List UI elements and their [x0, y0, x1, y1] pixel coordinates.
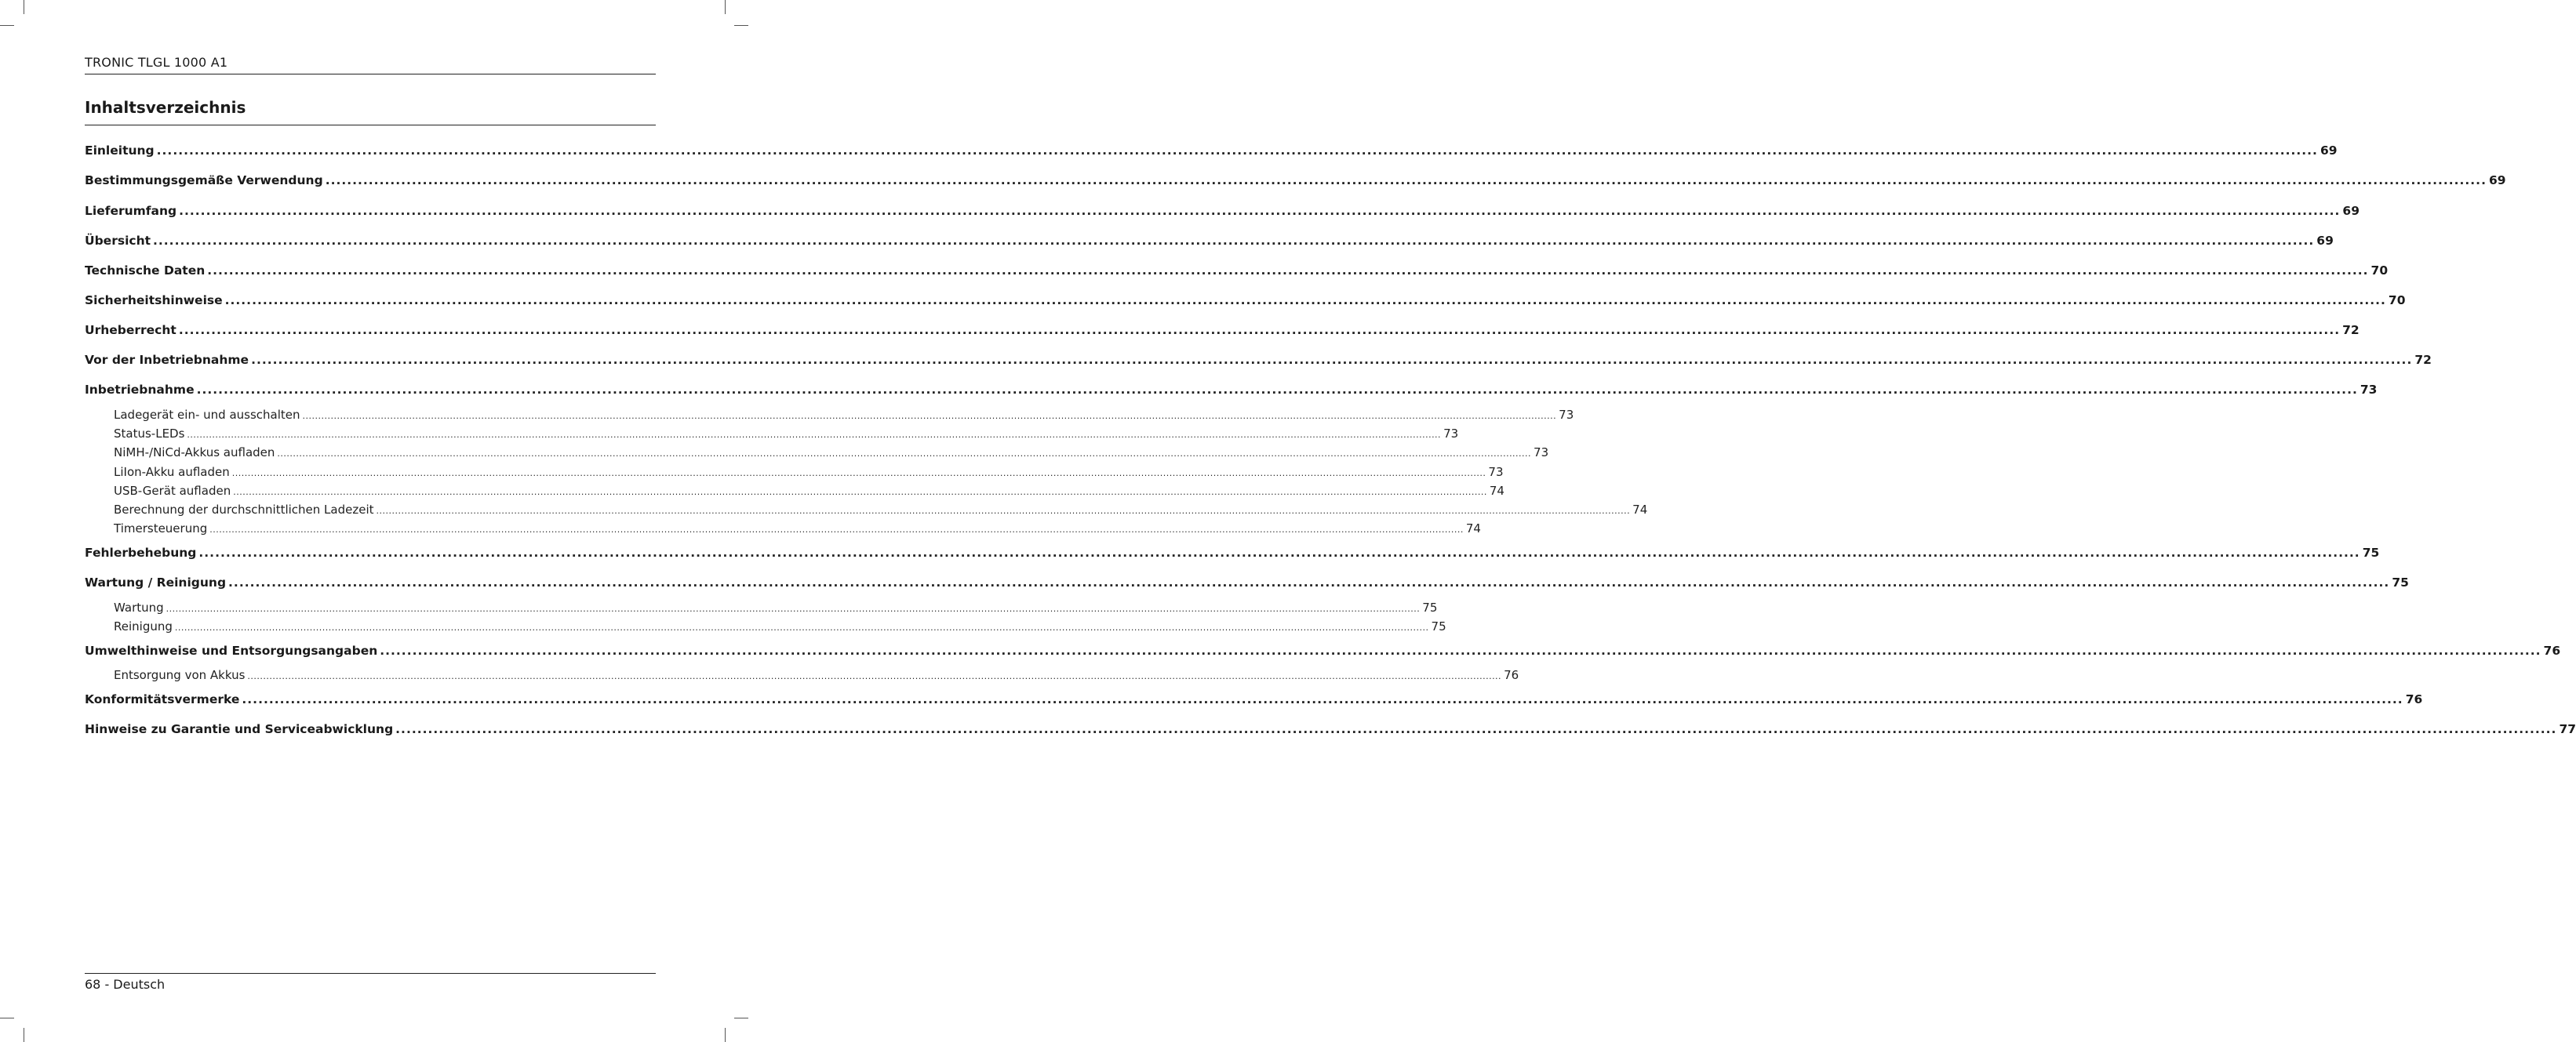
toc-entry-title: Timersteuerung	[114, 521, 208, 536]
toc-entry-page: 74	[1632, 503, 1648, 517]
toc-entry-title: Fehlerbehebung	[85, 546, 197, 560]
dot-leader: ................................................................................................................................................................................................................................................................................................................................................................................................................	[233, 487, 1487, 497]
dot-leader: ................................................................................................................................................................................................................................................................................................................................................................................................................	[207, 263, 2369, 278]
dot-leader: ................................................................................................................................................................................................................................................................................................................................................................................................................	[231, 468, 1486, 478]
toc-entry-page: 75	[2392, 575, 2409, 590]
toc-entry-title: Reinigung	[114, 619, 173, 634]
toc-subentry[interactable]	[114, 619, 1446, 634]
toc-entry[interactable]	[85, 575, 2409, 590]
toc-subentry[interactable]	[114, 408, 1574, 422]
toc-subentry[interactable]	[114, 521, 1481, 536]
toc-entry-page: 69	[2342, 204, 2360, 218]
toc-entry-title: Wartung	[114, 601, 164, 615]
toc-subentry[interactable]	[114, 427, 1459, 441]
toc-entry-page: 76	[2543, 644, 2561, 658]
toc-entry-title: Berechnung der durchschnittlichen Ladezeit	[114, 503, 374, 517]
toc-entry[interactable]	[85, 692, 2423, 706]
toc-entry-page: 77	[2559, 722, 2576, 736]
toc-entry[interactable]	[85, 263, 2389, 278]
crop-mark	[0, 25, 14, 26]
toc-entry[interactable]	[85, 234, 2334, 248]
toc-entry[interactable]	[85, 644, 2561, 658]
dot-leader: ................................................................................................................................................................................................................................................................................................................................................................................................................	[242, 692, 2403, 706]
toc-entry-page: 73	[1443, 427, 1459, 441]
toc-entry-page: 70	[2370, 263, 2389, 278]
dot-leader: ................................................................................................................................................................................................................................................................................................................................................................................................................	[187, 430, 1442, 440]
toc-entry-title: Vor der Inbetriebnahme	[85, 353, 249, 367]
dot-leader: ................................................................................................................................................................................................................................................................................................................................................................................................................	[166, 604, 1421, 614]
toc-entry-page: 73	[1534, 445, 1549, 459]
toc-entry[interactable]	[85, 546, 2380, 560]
page-footer: 68 - Deutsch	[85, 977, 166, 992]
dot-leader: ................................................................................................................................................................................................................................................................................................................................................................................................................	[247, 671, 1502, 681]
dot-leader: ................................................................................................................................................................................................................................................................................................................................................................................................................	[174, 623, 1429, 633]
toc-entry-page: 75	[1431, 619, 1446, 634]
toc-subentry[interactable]	[114, 503, 1648, 517]
toc-entry-title: Wartung / Reinigung	[85, 575, 227, 590]
toc-entry-page: 74	[1465, 521, 1481, 536]
dot-leader: ................................................................................................................................................................................................................................................................................................................................................................................................................	[224, 293, 2386, 307]
toc-entry-page: 70	[2388, 293, 2406, 307]
toc-subentry[interactable]	[114, 484, 1504, 498]
crop-mark	[725, 0, 726, 14]
toc-entry-title: Inbetriebnahme	[85, 383, 195, 397]
toc-entry[interactable]	[85, 353, 2432, 367]
toc-entry[interactable]	[85, 204, 2360, 218]
toc-entry-page: 75	[2362, 546, 2380, 560]
toc-entry-page: 73	[1559, 408, 1574, 422]
toc-subentry[interactable]	[114, 445, 1549, 459]
toc-heading: Inhaltsverzeichnis	[85, 98, 246, 117]
toc-entry-title: LiIon-Akku aufladen	[114, 465, 230, 479]
dot-leader: ................................................................................................................................................................................................................................................................................................................................................................................................................	[277, 448, 1532, 459]
dot-leader: ................................................................................................................................................................................................................................................................................................................................................................................................................	[178, 323, 2341, 337]
dot-leader: ................................................................................................................................................................................................................................................................................................................................................................................................................	[251, 353, 2413, 367]
toc-entry-title: Technische Daten	[85, 263, 206, 278]
toc-entry-title: Übersicht	[85, 234, 151, 248]
toc-entry-title: Bestimmungsgemäße Verwendung	[85, 173, 323, 187]
toc-entry[interactable]	[85, 323, 2360, 337]
dot-leader: ................................................................................................................................................................................................................................................................................................................................................................................................................	[153, 234, 2315, 248]
toc-entry-title: USB-Gerät aufladen	[114, 484, 231, 498]
toc-entry-title: Umwelthinweise und Entsorgungsangaben	[85, 644, 378, 658]
toc-entry-title: Hinweise zu Garantie und Serviceabwicklung	[85, 722, 394, 736]
toc-entry-title: Einleitung	[85, 143, 155, 158]
toc-subentry[interactable]	[114, 465, 1504, 479]
toc-entry-title: Sicherheitshinweise	[85, 293, 223, 307]
toc-entry[interactable]	[85, 143, 2338, 158]
toc-entry-title: NiMH-/NiCd-Akkus aufladen	[114, 445, 275, 459]
dot-leader: ................................................................................................................................................................................................................................................................................................................................................................................................................	[228, 575, 2390, 590]
toc-entry[interactable]	[85, 173, 2506, 187]
crop-mark	[734, 25, 748, 26]
toc-entry-page: 73	[1488, 465, 1504, 479]
dot-leader: ................................................................................................................................................................................................................................................................................................................................................................................................................	[376, 506, 1631, 516]
dot-leader: ................................................................................................................................................................................................................................................................................................................................................................................................................	[380, 644, 2541, 658]
dot-leader: ................................................................................................................................................................................................................................................................................................................................................................................................................	[209, 525, 1464, 535]
dot-leader: ................................................................................................................................................................................................................................................................................................................................................................................................................	[198, 546, 2360, 560]
running-header: TRONIC TLGL 1000 A1	[85, 55, 228, 70]
dot-leader: ................................................................................................................................................................................................................................................................................................................................................................................................................	[156, 143, 2318, 158]
toc-entry-title: Ladegerät ein- und ausschalten	[114, 408, 300, 422]
dot-leader: ................................................................................................................................................................................................................................................................................................................................................................................................................	[395, 722, 2557, 736]
toc-entry-page: 69	[2319, 143, 2338, 158]
toc-entry[interactable]	[85, 722, 2576, 736]
toc-entry-title: Status-LEDs	[114, 427, 185, 441]
toc-subentry[interactable]	[114, 668, 1519, 682]
toc-entry-page: 76	[1504, 668, 1519, 682]
toc-entry-page: 76	[2405, 692, 2423, 706]
toc-entry-page: 75	[1422, 601, 1438, 615]
toc-subentry[interactable]	[114, 601, 1438, 615]
dot-leader: ................................................................................................................................................................................................................................................................................................................................................................................................................	[196, 383, 2358, 397]
toc-entry-page: 72	[2342, 323, 2360, 337]
toc-entry-page: 69	[2316, 234, 2334, 248]
toc-entry[interactable]	[85, 293, 2406, 307]
toc-entry-page: 74	[1489, 484, 1504, 498]
toc-entry-title: Urheberrecht	[85, 323, 176, 337]
toc-entry-title: Konformitätsvermerke	[85, 692, 240, 706]
toc-entry-page: 69	[2488, 173, 2506, 187]
toc-entry-title: Entsorgung von Akkus	[114, 668, 246, 682]
toc-entry-page: 73	[2360, 383, 2378, 397]
dot-leader: ................................................................................................................................................................................................................................................................................................................................................................................................................	[325, 173, 2487, 187]
toc-entry-title: Lieferumfang	[85, 204, 177, 218]
footer-rule	[85, 973, 656, 974]
toc-entry-page: 72	[2414, 353, 2432, 367]
toc-entry[interactable]	[85, 383, 2378, 397]
dot-leader: ................................................................................................................................................................................................................................................................................................................................................................................................................	[302, 411, 1557, 421]
dot-leader: ................................................................................................................................................................................................................................................................................................................................................................................................................	[179, 204, 2341, 218]
crop-mark	[725, 1028, 726, 1042]
